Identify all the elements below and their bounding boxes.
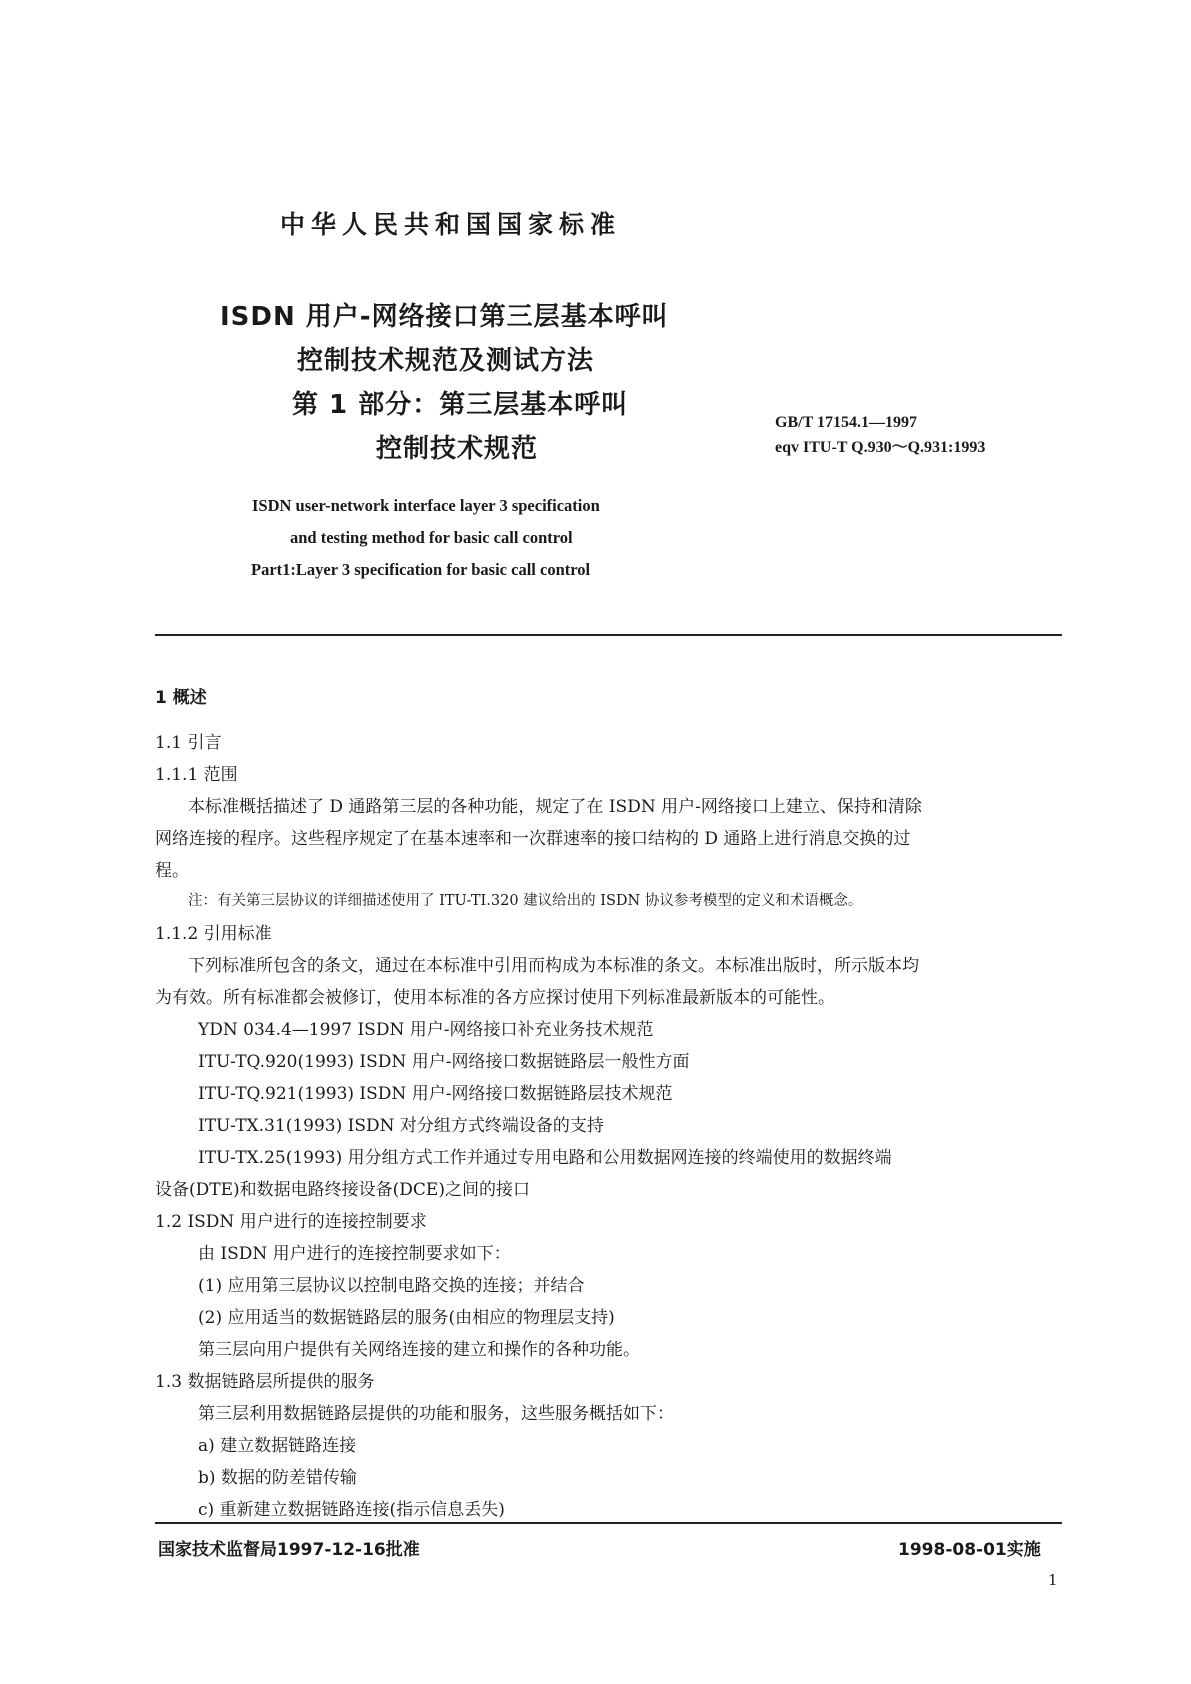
- approval-date: 国家技术监督局1997-12-16批准: [158, 1540, 420, 1560]
- list-item: a) 建立数据链路连接: [198, 1436, 357, 1456]
- references-paragraph-line-1: 下列标准所包含的条文，通过在本标准中引用而构成为本标准的条文。本标准出版时，所示版本均: [188, 956, 919, 976]
- national-standard-heading: 中华人民共和国国家标准: [280, 210, 622, 239]
- reference-item-continuation: 设备(DTE)和数据电路终接设备(DCE)之间的接口: [155, 1180, 530, 1200]
- reference-item: ITU-TX.25(1993) 用分组方式工作并通过专用电路和公用数据网连接的终端使用的数据终端: [198, 1148, 892, 1168]
- requirements-line: (1) 应用第三层协议以控制电路交换的连接；并结合: [198, 1276, 585, 1296]
- list-item: b) 数据的防差错传输: [198, 1468, 357, 1488]
- title-en-line-3: Part1:Layer 3 specification for basic call control: [251, 560, 591, 579]
- page-number: 1: [1048, 1571, 1058, 1589]
- title-zh-line-2: 控制技术规范及测试方法: [297, 346, 595, 376]
- header-divider: [155, 634, 1062, 636]
- scope-paragraph-line-1: 本标准概括描述了 D 通路第三层的各种功能，规定了在 ISDN 用户-网络接口上建立、保持和清除: [188, 797, 922, 817]
- implementation-date: 1998-08-01实施: [898, 1540, 1041, 1560]
- reference-item: ITU-TX.31(1993) ISDN 对分组方式终端设备的支持: [198, 1116, 604, 1136]
- list-item: c) 重新建立数据链路连接(指示信息丢失): [198, 1500, 505, 1520]
- requirements-line: 第三层向用户提供有关网络连接的建立和操作的各种功能。: [198, 1340, 640, 1360]
- footer-divider: [155, 1522, 1062, 1524]
- scope-paragraph-line-2: 网络连接的程序。这些程序规定了在基本速率和一次群速率的接口结构的 D 通路上进行消息交换的过: [155, 829, 911, 849]
- title-en-line-2: and testing method for basic call control: [290, 528, 573, 547]
- scope-paragraph-line-3: 程。: [155, 861, 189, 881]
- section-1-heading: 1 概述: [155, 688, 207, 708]
- section-1-1-1-heading: 1.1.1 范围: [155, 765, 238, 785]
- title-zh-line-4: 控制技术规范: [376, 434, 539, 464]
- references-paragraph-line-2: 为有效。所有标准都会被修订，使用本标准的各方应探讨使用下列标准最新版本的可能性。: [155, 988, 835, 1008]
- reference-item: ITU-TQ.920(1993) ISDN 用户-网络接口数据链路层一般性方面: [198, 1052, 690, 1072]
- section-1-1-heading: 1.1 引言: [155, 733, 222, 753]
- standard-code: GB/T 17154.1—1997: [775, 414, 917, 431]
- reference-item: ITU-TQ.921(1993) ISDN 用户-网络接口数据链路层技术规范: [198, 1084, 673, 1104]
- scope-note: 注：有关第三层协议的详细描述使用了 ITU-TI.320 建议给出的 ISDN 协议参考模型的定义和术语概念。: [188, 893, 863, 909]
- title-zh-line-3: 第 1 部分：第三层基本呼叫: [292, 390, 629, 420]
- services-intro: 第三层利用数据链路层提供的功能和服务，这些服务概括如下：: [198, 1404, 674, 1424]
- section-1-1-2-heading: 1.1.2 引用标准: [155, 924, 272, 944]
- requirements-line: 由 ISDN 用户进行的连接控制要求如下：: [198, 1244, 511, 1264]
- title-zh-line-1: ISDN 用户-网络接口第三层基本呼叫: [220, 302, 669, 332]
- title-en-line-1: ISDN user-network interface layer 3 specification: [252, 496, 600, 515]
- requirements-line: (2) 应用适当的数据链路层的服务(由相应的物理层支持): [198, 1308, 615, 1328]
- section-1-3-heading: 1.3 数据链路层所提供的服务: [155, 1372, 375, 1392]
- section-1-2-heading: 1.2 ISDN 用户进行的连接控制要求: [155, 1212, 427, 1232]
- reference-item: YDN 034.4—1997 ISDN 用户-网络接口补充业务技术规范: [198, 1020, 654, 1040]
- equivalence-code: eqv ITU-T Q.930～Q.931:1993: [775, 439, 986, 456]
